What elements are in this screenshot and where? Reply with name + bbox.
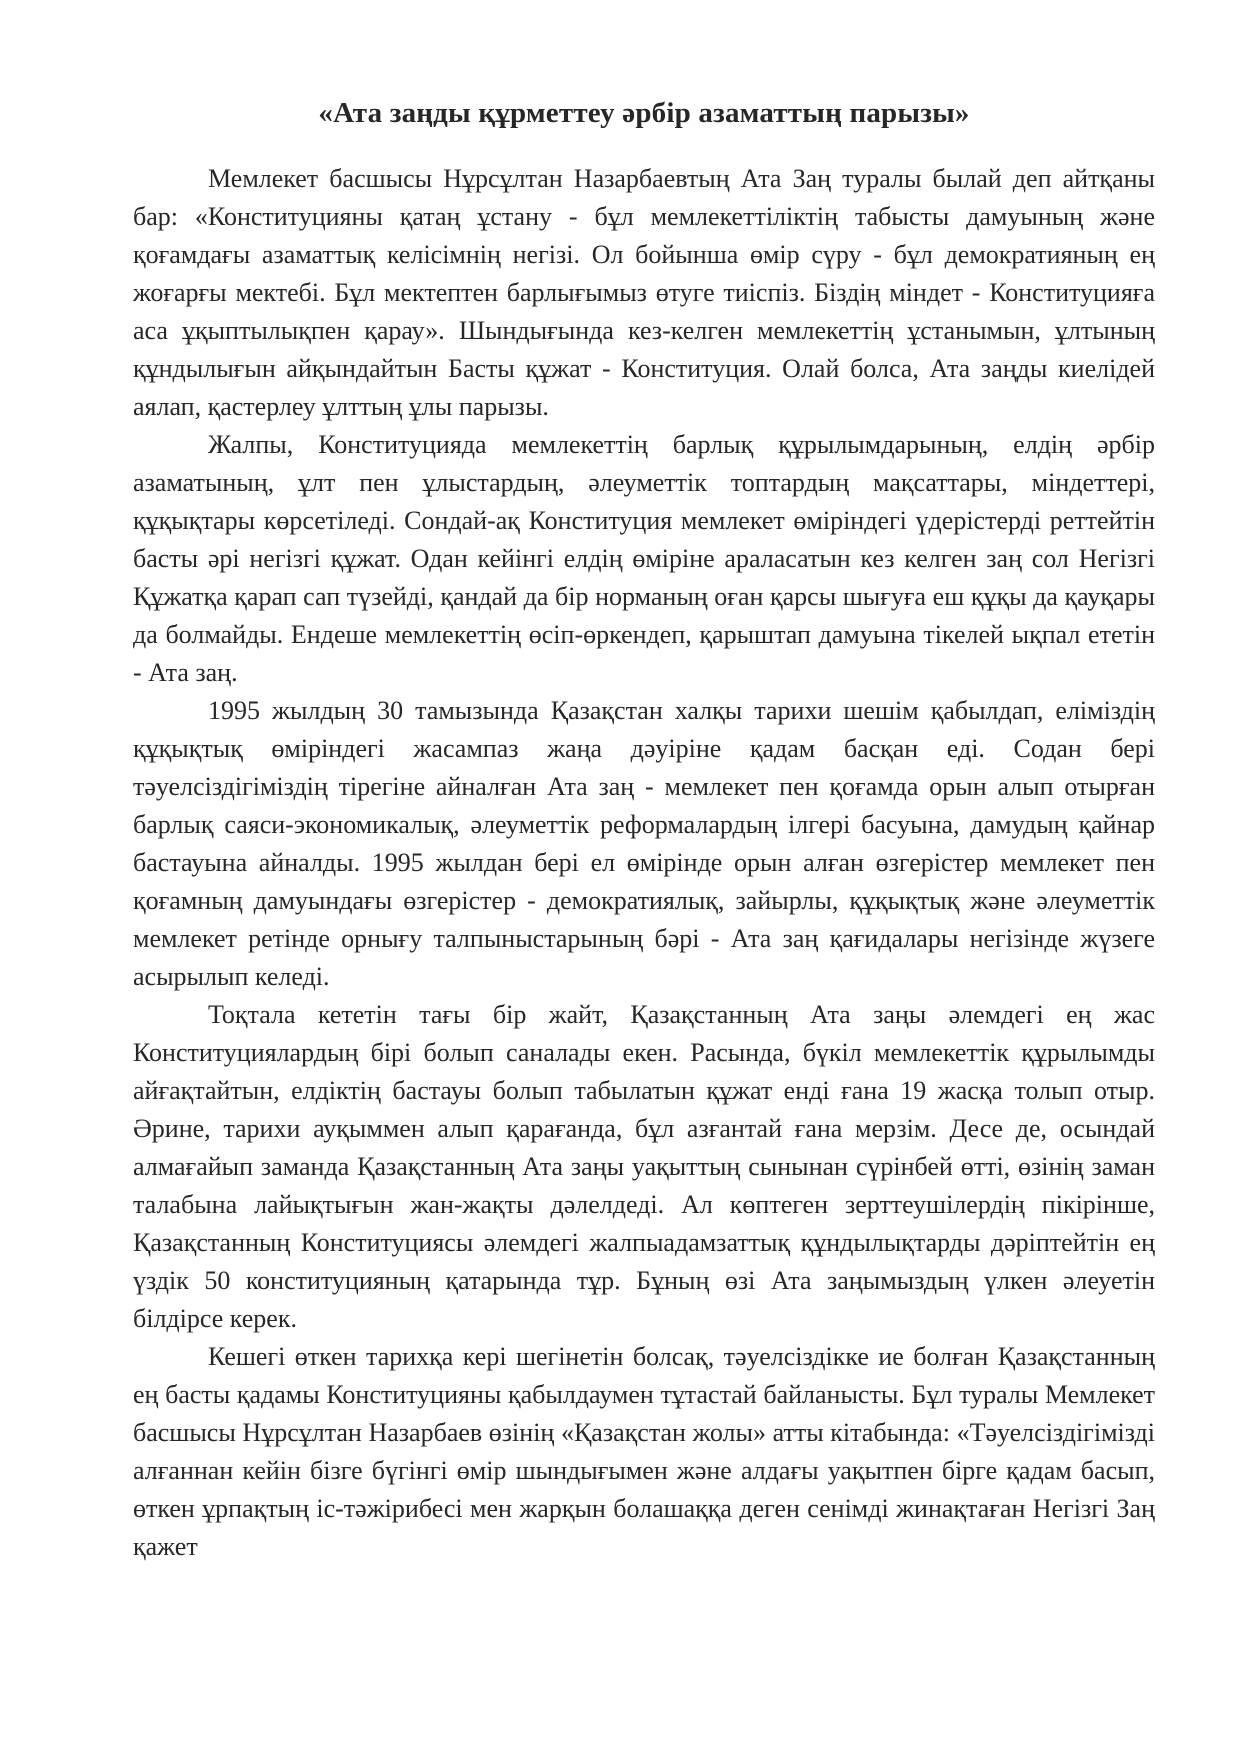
body-paragraph: 1995 жылдың 30 тамызында Қазақстан халқы тарихи шешім қабылдап, еліміздің құқықтық өміріндегі жасампаз жаңа дәуіріне қадам басқан еді. Содан бері тәуелсіздігіміздің тірегіне айналған Ата заң - мемлекет пен қоғамда орын алып отырған барлық саяси-экономикалық, әлеуметтік реформалардың ілгері басуына, дамудың қайнар бастауына айналды. 1995 жылдан бері ел өмірінде орын алған өзгерістер мемлекет пен қоғамның дамуындағы өзгерістер - демократиялық, зайырлы, құқықтық және әлеуметтік мемлекет ретінде орнығу талпыныстарының бәрі - Ата заң қағидалары негізінде жүзеге асырылып келеді. — [133, 696, 1155, 991]
body-paragraph: Кешегі өткен тарихқа кері шегінетін болсақ, тәуелсіздікке ие болған Қазақстанның ең басты қадамы Конституцияны қабылдаумен тұтастай байланысты. Бұл туралы Мемлекет басшысы Нұрсұлтан Назарбаев өзінің «Қазақстан жолы» атты кітабында: «Тәуелсіздігімізді алғаннан кейін бізге бүгінгі өмір шындығымен және алдағы уақытпен бірге қадам басып, өткен ұрпақтың іс-тәжірибесі мен жарқын болашаққа деген сенімді жинақтаған Негізгі Заң қажет — [133, 1342, 1155, 1561]
page-title: «Ата заңды құрметтеу әрбір азаматтың парызы» — [318, 97, 970, 129]
body-paragraph: Жалпы, Конституцияда мемлекеттің барлық құрылымдарының, елдің әрбір азаматының, ұлт пен ұлыстардың, әлеуметтік топтардың мақсаттары, міндеттері, құқықтары көрсетіледі. Сондай-ақ Конституция мемлекет өміріндегі үдерістерді реттейтін басты әрі негізгі құжат. Одан кейінгі елдің өміріне араласатын кез келген заң сол Негізгі Құжатқа қарап сап түзейді, қандай да бір норманың оған қарсы шығуға еш құқы да қауқары да болмайды. Ендеше мемлекеттің өсіп-өркендеп, қарыштап дамуына тікелей ықпал ететін - Ата заң. — [133, 430, 1155, 687]
body-paragraph: Тоқтала кететін тағы бір жайт, Қазақстанның Ата заңы әлемдегі ең жас Конституциялардың бірі болып саналады екен. Расында, бүкіл мемлекеттік құрылымды айғақтайтын, елдіктің бастауы болып табылатын құжат енді ғана 19 жасқа толып отыр. Әрине, тарихи ауқыммен алып қарағанда, бұл азғантай ғана мерзім. Десе де, осындай алмағайып заманда Қазақстанның Ата заңы уақыттың сынынан сүрінбей өтті, өзінің заман талабына лайықтығын жан-жақты дәлелдеді. Ал көптеген зерттеушілердің пікірінше, Қазақстанның Конституциясы әлемдегі жалпыадамзаттық құндылықтарды дәріптейтін ең үздік 50 конституцияның қатарында тұр. Бұның өзі Ата заңымыздың үлкен әлеуетін білдірсе керек. — [133, 1000, 1155, 1333]
body-paragraph: Мемлекет басшысы Нұрсұлтан Назарбаевтың Ата Заң туралы былай деп айтқаны бар: «Конституцияны қатаң ұстану - бұл мемлекеттіліктің табысты дамуының және қоғамдағы азаматтық келісімнің негізі. Ол бойынша өмір сүру - бұл демократияның ең жоғарғы мектебі. Бұл мектептен барлығымыз өтуге тиіспіз. Біздің міндет - Конституцияға аса ұқыптылықпен қарау». Шындығында кез-келген мемлекеттің ұстанымын, ұлтының құндылығын айқындайтын Басты құжат - Конституция. Олай болса, Ата заңды киелідей аялап, қастерлеу ұлттың ұлы парызы. — [133, 164, 1155, 421]
